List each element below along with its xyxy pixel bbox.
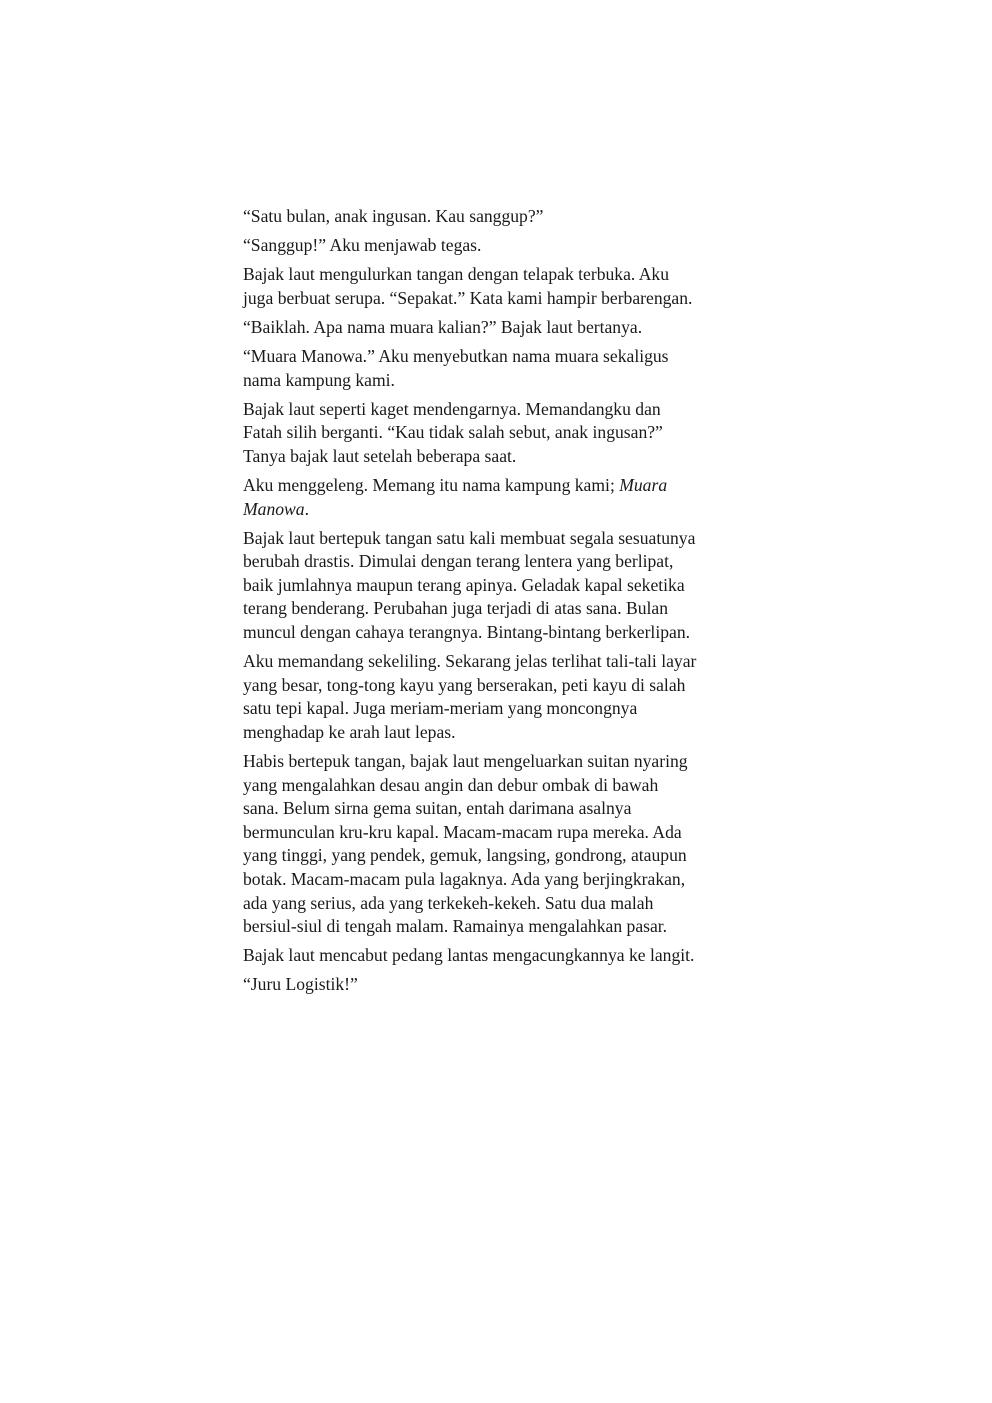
text-line: “Juru Logistik!” xyxy=(243,974,358,995)
text-line: yang mengalahkan desau angin dan debur ombak di bawah xyxy=(243,774,659,795)
italic-place-name: Muara xyxy=(619,474,668,495)
text-line: yang besar, tong-tong kayu yang berserakan, peti kayu di salah xyxy=(243,674,686,695)
paragraph xyxy=(243,474,763,521)
text-line: “Baiklah. Apa nama muara kalian?” Bajak laut bertanya. xyxy=(243,316,643,337)
text-line: “Satu bulan, anak ingusan. Kau sanggup?” xyxy=(243,206,544,226)
text-line: juga berbuat serupa. “Sepakat.” Kata kami hampir berbarengan. xyxy=(243,287,693,308)
paragraph xyxy=(243,527,763,645)
paragraph xyxy=(243,750,763,939)
text-line: Bajak laut mengulurkan tangan dengan telapak terbuka. Aku xyxy=(243,264,670,285)
text-line: Bajak laut mencabut pedang lantas mengacungkannya ke langit. xyxy=(243,945,695,966)
text-line: yang tinggi, yang pendek, gemuk, langsing, gondrong, ataupun xyxy=(243,845,687,866)
text-line: Bajak laut seperti kaget mendengarnya. Memandangku dan xyxy=(243,398,661,419)
paragraph xyxy=(243,205,763,229)
text-line: bersiul-siul di tengah malam. Ramainya mengalahkan pasar. xyxy=(243,916,668,937)
text-line: Tanya bajak laut setelah beberapa saat. xyxy=(243,445,517,466)
text-line: Habis bertepuk tangan, bajak laut mengeluarkan suitan nyaring xyxy=(243,750,688,771)
text-line: baik jumlahnya maupun terang apinya. Geladak kapal seketika xyxy=(243,574,685,595)
paragraph xyxy=(243,973,763,997)
paragraph xyxy=(243,345,763,392)
paragraph xyxy=(243,398,763,469)
text-line: terang benderang. Perubahan juga terjadi di atas sana. Bulan xyxy=(243,598,669,619)
text-line: berubah drastis. Dimulai dengan terang lentera yang berlipat, xyxy=(243,551,674,572)
body-text xyxy=(243,205,763,1002)
text-line xyxy=(243,474,763,498)
paragraph xyxy=(243,650,763,744)
paragraph xyxy=(243,234,763,258)
text-line: bermunculan kru-kru kapal. Macam-macam rupa mereka. Ada xyxy=(243,821,682,842)
text-line: muncul dengan cahaya terangnya. Bintang-bintang berkerlipan. xyxy=(243,622,691,642)
text-line: botak. Macam-macam pula lagaknya. Ada yang berjingkrakan, xyxy=(243,868,686,889)
paragraph xyxy=(243,316,763,340)
text-line xyxy=(243,498,763,522)
text-line: “Muara Manowa.” Aku menyebutkan nama muara sekaligus xyxy=(243,345,669,366)
text-span: . xyxy=(304,498,309,519)
italic-place-name: Manowa xyxy=(243,498,305,519)
text-line: Bajak laut bertepuk tangan satu kali membuat segala sesuatunya xyxy=(243,527,696,548)
text-line: nama kampung kami. xyxy=(243,369,395,390)
text-line: ada yang serius, ada yang terkekeh-kekeh. Satu dua malah xyxy=(243,892,654,913)
text-line: satu tepi kapal. Juga meriam-meriam yang moncongnya xyxy=(243,698,638,719)
text-line: “Sanggup!” Aku menjawab tegas. xyxy=(243,235,482,256)
paragraph xyxy=(243,944,763,968)
text-line: menghadap ke arah laut lepas. xyxy=(243,721,456,742)
paragraph xyxy=(243,263,763,310)
text-line: sana. Belum sirna gema suitan, entah darimana asalnya xyxy=(243,798,632,819)
text-span: Aku menggeleng. Memang itu nama kampung kami; xyxy=(243,474,620,495)
text-line: Aku memandang sekeliling. Sekarang jelas terlihat tali-tali layar xyxy=(243,651,697,672)
text-line: Fatah silih berganti. “Kau tidak salah sebut, anak ingusan?” xyxy=(243,422,663,443)
